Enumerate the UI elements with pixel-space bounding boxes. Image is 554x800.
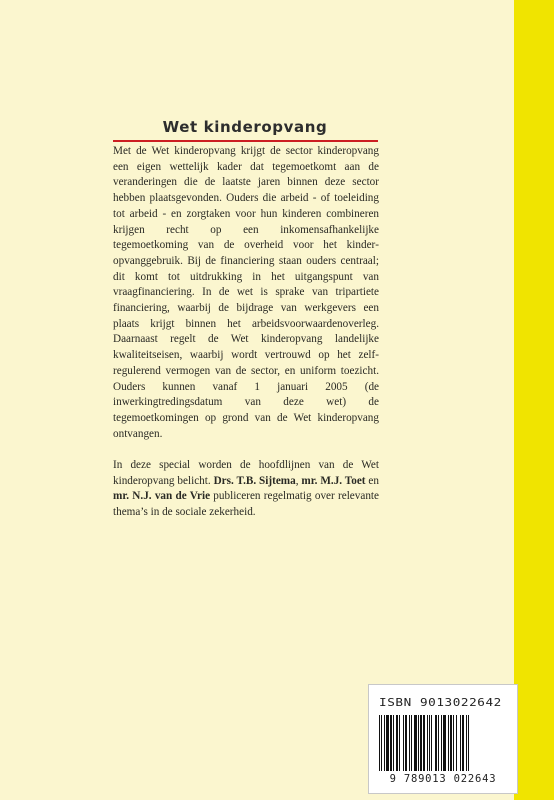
blurb-paragraph-2 [113, 458, 379, 521]
book-title: Wet kinderopvang [162, 118, 328, 136]
yellow-spine-strip [514, 0, 554, 800]
author-sijtema: Drs. T.B. Sijtema [213, 474, 296, 487]
barcode-bars [377, 715, 509, 771]
blurb-paragraph-2-intro: In deze special worden de hoofdlijnen van de Wet kinderopvang belicht. [113, 459, 379, 487]
author-separator-2: en [365, 474, 379, 487]
author-separator-1: , [295, 474, 302, 487]
blurb-text [113, 144, 379, 521]
ean-number: 9 789013 022643 [389, 773, 497, 785]
blurb-paragraph-2-outro: publiceren regelmatig over relevante thema’s in de sociale zekerheid. [113, 490, 379, 519]
author-toet: mr. M.J. Toet [301, 474, 366, 487]
title-underline [113, 140, 378, 142]
author-van-de-vrie: mr. N.J. van de Vrie [113, 490, 211, 503]
isbn-number: ISBN 9013022642 [379, 696, 502, 709]
isbn-barcode-label [368, 684, 518, 794]
blurb-paragraph-1: Met de Wet kinderopvang krijgt de sector kinderopvang een eigen wettelijk kader dat tegemoetkomt aan de veranderingen die de laatste jaren binnen deze sector hebben plaatsgevonden. Ouders die arbeid - of toeleiding tot arbeid - en zorgtaken voor hun kinderen combineren krijgen recht op een inkomensafhankelijke tegemoetkoming van de overheid voor het kinderopvanggebruik. Bij de financiering staan ouders centraal; dit komt tot uitdrukking in het uitgangspunt van vraagfinanciering. In de wet is sprake van tripartiete financiering, waarbij de bijdrage van werkgevers een plaats krijgt binnen het arbeidsvoorwaardenoverleg. Daarnaast regelt de Wet kinderopvang landelijke kwaliteitseisen, waarbij wordt vertrouwd op het zelfregulerend vermogen van de sector, en uniform toezicht. Ouders kunnen vanaf 1 januari 2005 (de inwerkingtredingsdatum van deze wet) de tegemoetkomingen op grond van de Wet kinderopvang ontvangen. [113, 145, 379, 440]
